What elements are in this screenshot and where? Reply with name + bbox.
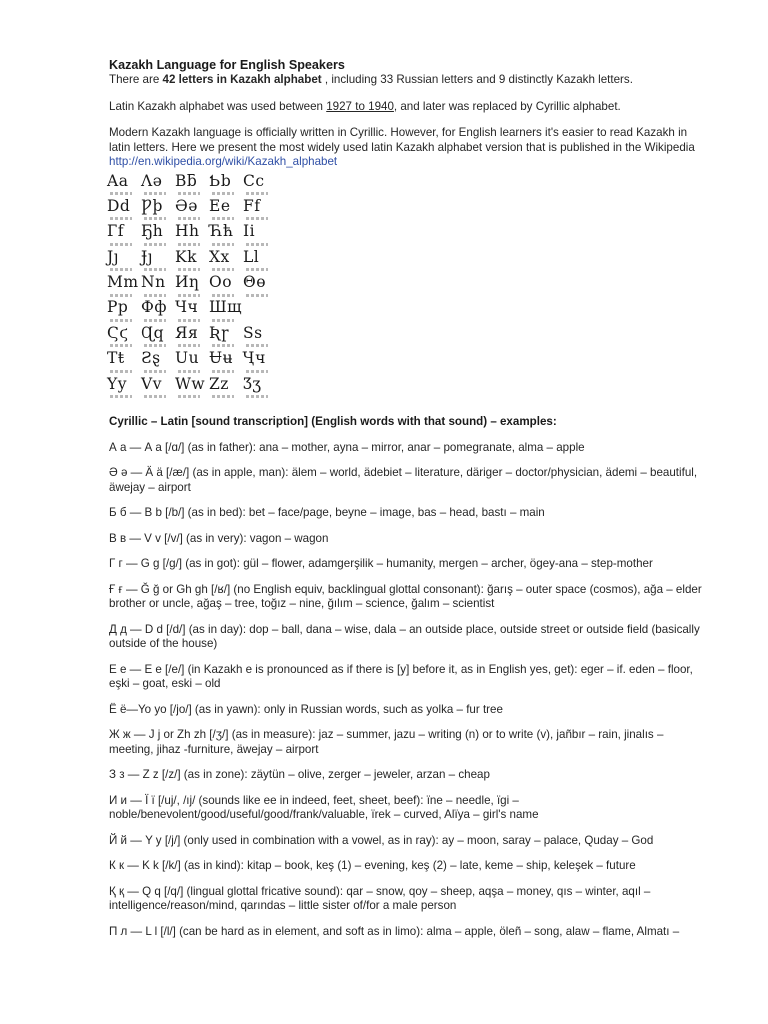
- letter-caption: [144, 294, 166, 297]
- alphabet-letter: Ʒʒ: [243, 374, 262, 393]
- alphabet-letter: Mm: [107, 273, 139, 292]
- modern-paragraph: Modern Kazakh language is officially written in Cyrillic. However, for English learners it's easier to read Kazakh in latin letters. Here we present the most widely used latin Kazakh alphabet version that is published in the Wikipedia: [109, 126, 695, 154]
- alphabet-cell: [243, 274, 277, 299]
- letter-caption: [110, 217, 132, 220]
- alphabet-cell: [175, 350, 209, 375]
- alphabet-letter: Uu: [175, 349, 200, 368]
- letter-caption: [110, 370, 132, 373]
- alphabet-letter: Əə: [175, 196, 198, 215]
- letter-caption: [144, 370, 166, 373]
- example-entry: Ё ё—Yo yo [/jo/] (as in yawn): only in Russian words, such as yolka – fur tree: [109, 702, 503, 716]
- letter-caption: [144, 192, 166, 195]
- alphabet-cell: [107, 350, 141, 375]
- alphabet-letter: Ʀɼ: [209, 323, 230, 342]
- alphabet-cell: [209, 274, 243, 299]
- alphabet-cell: [175, 173, 209, 198]
- letter-caption: [178, 217, 200, 220]
- example-entry: Ж ж — J j or Zh zh [/ʒ/] (as in measure): jaz – summer, jazu – writing (n) or to write (v), jañbır – rain, jinalıs – meeting, jihaz -furniture, äwejay – airport: [109, 728, 664, 756]
- alphabet-letter: Ƅb: [209, 171, 232, 190]
- alphabet-letter: Ƨȿ: [141, 349, 161, 368]
- example-entry: Д д — D d [/d/] (as in day): dop – ball, dana – wise, dala – an outside place, outside street or outside field (basically outside of the house): [109, 622, 700, 651]
- letter-caption: [212, 217, 234, 220]
- alphabet-cell: [243, 173, 277, 198]
- alphabet-cell: [243, 223, 277, 248]
- alphabet-image: [107, 173, 277, 402]
- letter-caption: [110, 268, 132, 271]
- example-entry: Ә ә — Ä ä [/æ/] (as in apple, man): älem – world, ädebiet – literature, däriger – doctor/physician, ädemi – beautiful, äwejay – airport: [109, 466, 698, 494]
- letter-caption: [144, 319, 166, 322]
- alphabet-letter: Ҷч: [243, 349, 266, 368]
- alphabet-cell: [175, 249, 209, 274]
- letter-caption: [144, 344, 166, 347]
- alphabet-cell: [209, 198, 243, 223]
- alphabet-letter: Фф: [141, 298, 167, 317]
- alphabet-cell: [141, 173, 175, 198]
- alphabet-letter: Bƃ: [175, 171, 198, 190]
- latin-history-paragraph: [109, 100, 709, 115]
- alphabet-cell: [209, 299, 243, 324]
- intro-text-end: , including 33 Russian letters and 9 distinctly Kazakh letters.: [321, 73, 633, 86]
- letter-caption: [110, 294, 132, 297]
- alphabet-cell: [209, 325, 243, 350]
- letter-caption: [212, 294, 234, 297]
- alphabet-letter: Hh: [175, 222, 200, 241]
- alphabet-letter: Ƿþ: [141, 196, 163, 215]
- alphabet-cell: [141, 249, 175, 274]
- alphabet-letter: Zz: [209, 374, 229, 393]
- alphabet-cell: [209, 376, 243, 401]
- alphabet-cell: [209, 350, 243, 375]
- alphabet-letter: Ww: [175, 374, 206, 393]
- example-entry: Е е — E e [/e/] (in Kazakh e is pronounced as if there is [y] before it, as in English yes, get): eger – if. eden – floor, eşki – goat, eski – old: [109, 662, 693, 691]
- alphabet-cell: [107, 249, 141, 274]
- alphabet-letter: Jȷ: [107, 247, 120, 266]
- example-entry: К к — K k [/k/] (as in kind): kitap – book, keş (1) – evening, keş (2) – late, keme – ship, keleşek – future: [109, 859, 636, 873]
- alphabet-letter: Pp: [107, 298, 129, 317]
- alphabet-letter: Ll: [243, 247, 260, 266]
- alphabet-letter: Иƞ: [175, 273, 200, 292]
- alphabet-cell: [175, 274, 209, 299]
- alphabet-letter: Ff: [243, 196, 261, 215]
- alphabet-cell: [107, 325, 141, 350]
- letter-caption: [178, 319, 200, 322]
- letter-caption: [178, 268, 200, 271]
- alphabet-letter: Ʉʉ: [209, 349, 234, 368]
- alphabet-cell: [107, 223, 141, 248]
- examples-list: [109, 441, 709, 940]
- document-body: [109, 58, 709, 939]
- alphabet-cell: [243, 299, 277, 324]
- letter-caption: [212, 395, 234, 398]
- alphabet-cell: [141, 223, 175, 248]
- letter-caption: [144, 395, 166, 398]
- alphabet-letter: Ii: [243, 222, 256, 241]
- example-entry: Б б — B b [/b/] (as in bed): bet – face/page, beyne – image, bas – head, bastı – main: [109, 506, 545, 520]
- alphabet-cell: [141, 198, 175, 223]
- example-entry: Ғ ғ — Ğ ğ or Gh gh [/ʁ/] (no English equiv, backlingual glottal consonant): ğarış – outer space (cosmos), ağa – elder brother or uncle, ağaş – tree, toğız – nine, ğılım – science, ğalım – scientist: [109, 582, 702, 611]
- alphabet-letter: Ee: [209, 196, 231, 215]
- alphabet-letter: Ʌə: [141, 171, 163, 190]
- example-entry: Й й — Y y [/j/] (only used in combination with a vowel, as in ray): ay – moon, saray – palace, Quday – God: [109, 833, 654, 847]
- letter-caption: [246, 294, 268, 297]
- letter-caption: [246, 370, 268, 373]
- letter-caption: [212, 344, 234, 347]
- letter-caption: [144, 217, 166, 220]
- letter-caption: [178, 294, 200, 297]
- alphabet-letter: Tŧ: [107, 349, 125, 368]
- alphabet-letter: Oo: [209, 273, 233, 292]
- alphabet-letter: Θө: [243, 273, 267, 292]
- example-entry: З з — Z z [/z/] (as in zone): zäytün – olive, zerger – jeweler, arzan – cheap: [109, 768, 490, 782]
- letter-caption: [144, 268, 166, 271]
- letter-caption: [212, 192, 234, 195]
- alphabet-cell: [243, 376, 277, 401]
- letter-caption: [212, 319, 234, 322]
- alphabet-cell: [175, 198, 209, 223]
- letter-caption: [178, 243, 200, 246]
- alphabet-cell: [107, 299, 141, 324]
- example-entry: Қ қ — Q q [/q/] (lingual glottal fricative sound): qar – snow, qoy – sheep, aqşa – money, qıs – winter, aqıl – intelligence/reason/mind, qarındas – little sister of/for a male person: [109, 884, 651, 913]
- intro-text: There are: [109, 73, 163, 86]
- example-entry: И и — Ï ï [/uj/, /ıj/ (sounds like ee in indeed, feet, sheet, beef): ïne – needle, ïgi – noble/benevolent/good/useful/good/frank/valuable, ïrek – curved, Alïya – girl's name: [109, 793, 539, 822]
- alphabet-letter: Ћћ: [209, 222, 234, 241]
- latin-history-text-end: , and later was replaced by Cyrillic alphabet.: [393, 99, 621, 113]
- letter-caption: [110, 243, 132, 246]
- alphabet-letter: Гf: [107, 222, 124, 241]
- alphabet-letter: Шщ: [209, 298, 243, 317]
- alphabet-letter: Xx: [209, 247, 230, 266]
- alphabet-letter: Vv: [141, 374, 162, 393]
- alphabet-cell: [175, 325, 209, 350]
- alphabet-letter: Ss: [243, 323, 263, 342]
- wikipedia-link[interactable]: http://en.wikipedia.org/wiki/Kazakh_alphabet: [109, 155, 338, 168]
- letter-caption: [246, 268, 268, 271]
- letter-caption: [178, 344, 200, 347]
- alphabet-cell: [209, 173, 243, 198]
- example-entry: А а — А а [/ɑ/] (as in father): ana – mother, ayna – mirror, anar – pomegranate, alma – apple: [109, 440, 585, 454]
- alphabet-letter: Yy: [107, 374, 127, 393]
- alphabet-cell: [141, 376, 175, 401]
- alphabet-cell: [209, 223, 243, 248]
- letter-caption: [246, 344, 268, 347]
- alphabet-letter: Ҕh: [141, 222, 164, 241]
- alphabet-cell: [243, 249, 277, 274]
- alphabet-cell: [175, 376, 209, 401]
- alphabet-cell: [141, 299, 175, 324]
- letter-caption: [246, 192, 268, 195]
- letter-caption: [212, 243, 234, 246]
- intro-bold-text: 42 letters in Kazakh alphabet: [162, 73, 322, 86]
- alphabet-cell: [243, 325, 277, 350]
- letter-caption: [110, 395, 132, 398]
- alphabet-letter: Ϛϛ: [107, 323, 129, 342]
- alphabet-cell: [107, 376, 141, 401]
- example-entry: В в — V v [/v/] (as in very): vagon – wagon: [109, 531, 329, 545]
- letter-caption: [212, 370, 234, 373]
- alphabet-cell: [175, 223, 209, 248]
- alphabet-letter: Cc: [243, 171, 265, 190]
- letter-caption: [178, 370, 200, 373]
- alphabet-cell: [175, 299, 209, 324]
- date-range-link[interactable]: 1927 to 1940: [326, 99, 394, 113]
- example-entry: Г г — G g [/g/] (as in got): gül – flower, adamgerşilik – humanity, mergen – archer, ögey-ana – step-mother: [109, 557, 653, 571]
- alphabet-cell: [107, 198, 141, 223]
- example-entry: П л — L l [/l/] (can be hard as in element, and soft as in limo): alma – apple, öleñ – song, alaw – flame, Almatı –: [109, 924, 680, 938]
- section-header: Cyrillic – Latin [sound transcription] (English words with that sound) – examples:: [109, 415, 557, 429]
- letter-caption: [246, 217, 268, 220]
- alphabet-letter: Чч: [175, 298, 199, 317]
- alphabet-letter: Яя: [175, 323, 199, 342]
- letter-caption: [246, 243, 268, 246]
- alphabet-cell: [107, 173, 141, 198]
- alphabet-cell: [209, 249, 243, 274]
- letter-caption: [110, 319, 132, 322]
- letter-caption: [144, 243, 166, 246]
- letter-caption: [178, 192, 200, 195]
- letter-caption: [212, 268, 234, 271]
- alphabet-cell: [243, 198, 277, 223]
- alphabet-letter: Dd: [107, 196, 131, 215]
- latin-history-text: Latin Kazakh alphabet was used between: [109, 99, 327, 113]
- letter-caption: [110, 344, 132, 347]
- intro-paragraph: [109, 73, 709, 88]
- alphabet-letter: Nn: [141, 273, 166, 292]
- alphabet-cell: [141, 274, 175, 299]
- alphabet-letter: Aa: [107, 171, 129, 190]
- alphabet-cell: [141, 325, 175, 350]
- alphabet-cell: [243, 350, 277, 375]
- letter-caption: [110, 192, 132, 195]
- alphabet-letter: Kk: [175, 247, 197, 266]
- alphabet-letter: Ɋq: [141, 323, 165, 342]
- alphabet-cell: [141, 350, 175, 375]
- alphabet-cell: [107, 274, 141, 299]
- letter-caption: [178, 395, 200, 398]
- letter-caption: [246, 395, 268, 398]
- alphabet-letter: Ɉȷ: [141, 247, 154, 266]
- page-title: Kazakh Language for English Speakers: [109, 58, 345, 72]
